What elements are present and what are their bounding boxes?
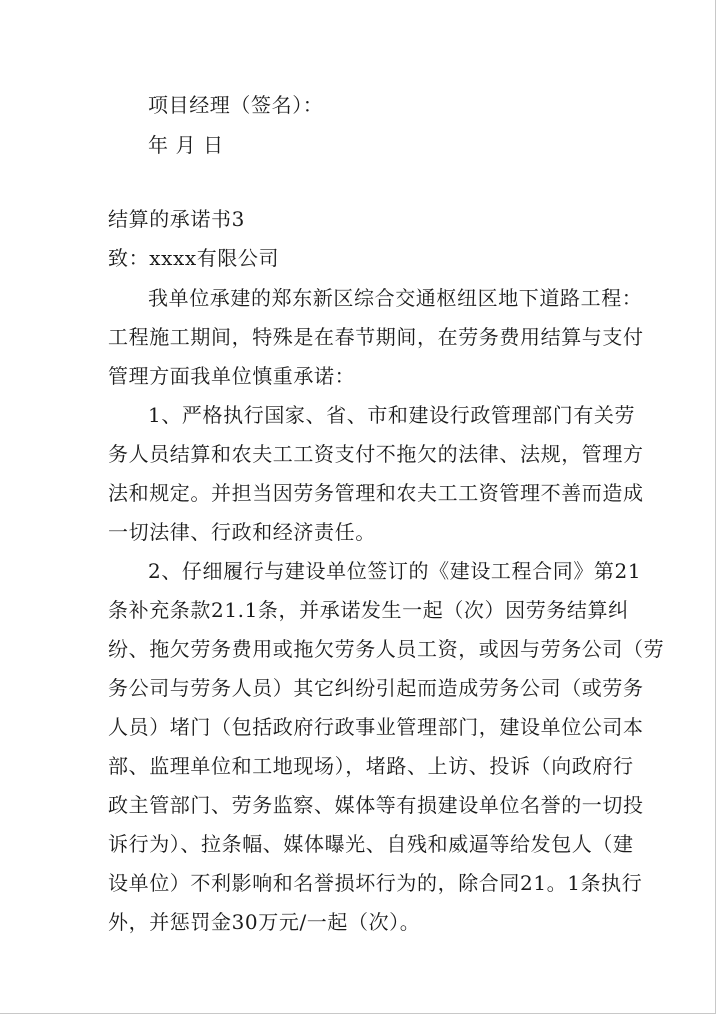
paragraph-3-line-6: 部、监理单位和工地现场），堵路、上访、投诉（向政府行 xyxy=(108,754,634,778)
document-heading: 结算的承诺书3 xyxy=(108,207,245,231)
paragraph-1-line-1: 我单位承建的郑东新区综合交通枢纽区地下道路工程： xyxy=(148,286,643,310)
paragraph-3-line-10: 外，并惩罚金30万元/一起（次）。 xyxy=(108,910,421,934)
paragraph-2-line-1: 1、严格执行国家、省、市和建设行政管理部门有关劳 xyxy=(148,403,636,427)
manager-signature-label: 项目经理（签名）： xyxy=(148,93,324,117)
signature-date-label: 年 月 日 xyxy=(148,133,224,157)
paragraph-1-line-2: 工程施工期间，特殊是在春节期间，在劳务费用结算与支付 xyxy=(108,325,644,349)
recipient-line: 致：xxxx有限公司 xyxy=(108,246,280,270)
paragraph-3-line-2: 条补充条款21.1条，并承诺发生一起（次）因劳务结算纠 xyxy=(108,598,629,622)
paragraph-2-line-3: 法和规定。并担当因劳务管理和农夫工工资管理不善而造成 xyxy=(108,481,644,505)
paragraph-1-line-3: 管理方面我单位慎重承诺： xyxy=(108,364,356,388)
paragraph-3-line-7: 政主管部门、劳务监察、媒体等有损建设单位名誉的一切投 xyxy=(108,793,644,817)
paragraph-3-line-1: 2、仔细履行与建设单位签订的《建设工程合同》第21 xyxy=(148,559,642,583)
paragraph-3-line-3: 纷、拖欠劳务费用或拖欠劳务人员工资，或因与劳务公司（劳 xyxy=(108,637,665,661)
paragraph-3-line-8: 诉行为）、拉条幅、媒体曝光、自残和威逼等给发包人（建 xyxy=(108,832,634,856)
paragraph-2-line-4: 一切法律、行政和经济责任。 xyxy=(108,520,376,544)
paragraph-2-line-2: 务人员结算和农夫工工资支付不拖欠的法律、法规，管理方 xyxy=(108,442,644,466)
paragraph-3-line-4: 务公司与劳务人员）其它纠纷引起而造成劳务公司（或劳务 xyxy=(108,676,644,700)
paragraph-3-line-9: 设单位）不利影响和名誉损坏行为的，除合同21。1条执行 xyxy=(108,871,643,895)
paragraph-3-line-5: 人员）堵门（包括政府行政事业管理部门，建设单位公司本 xyxy=(108,715,644,739)
